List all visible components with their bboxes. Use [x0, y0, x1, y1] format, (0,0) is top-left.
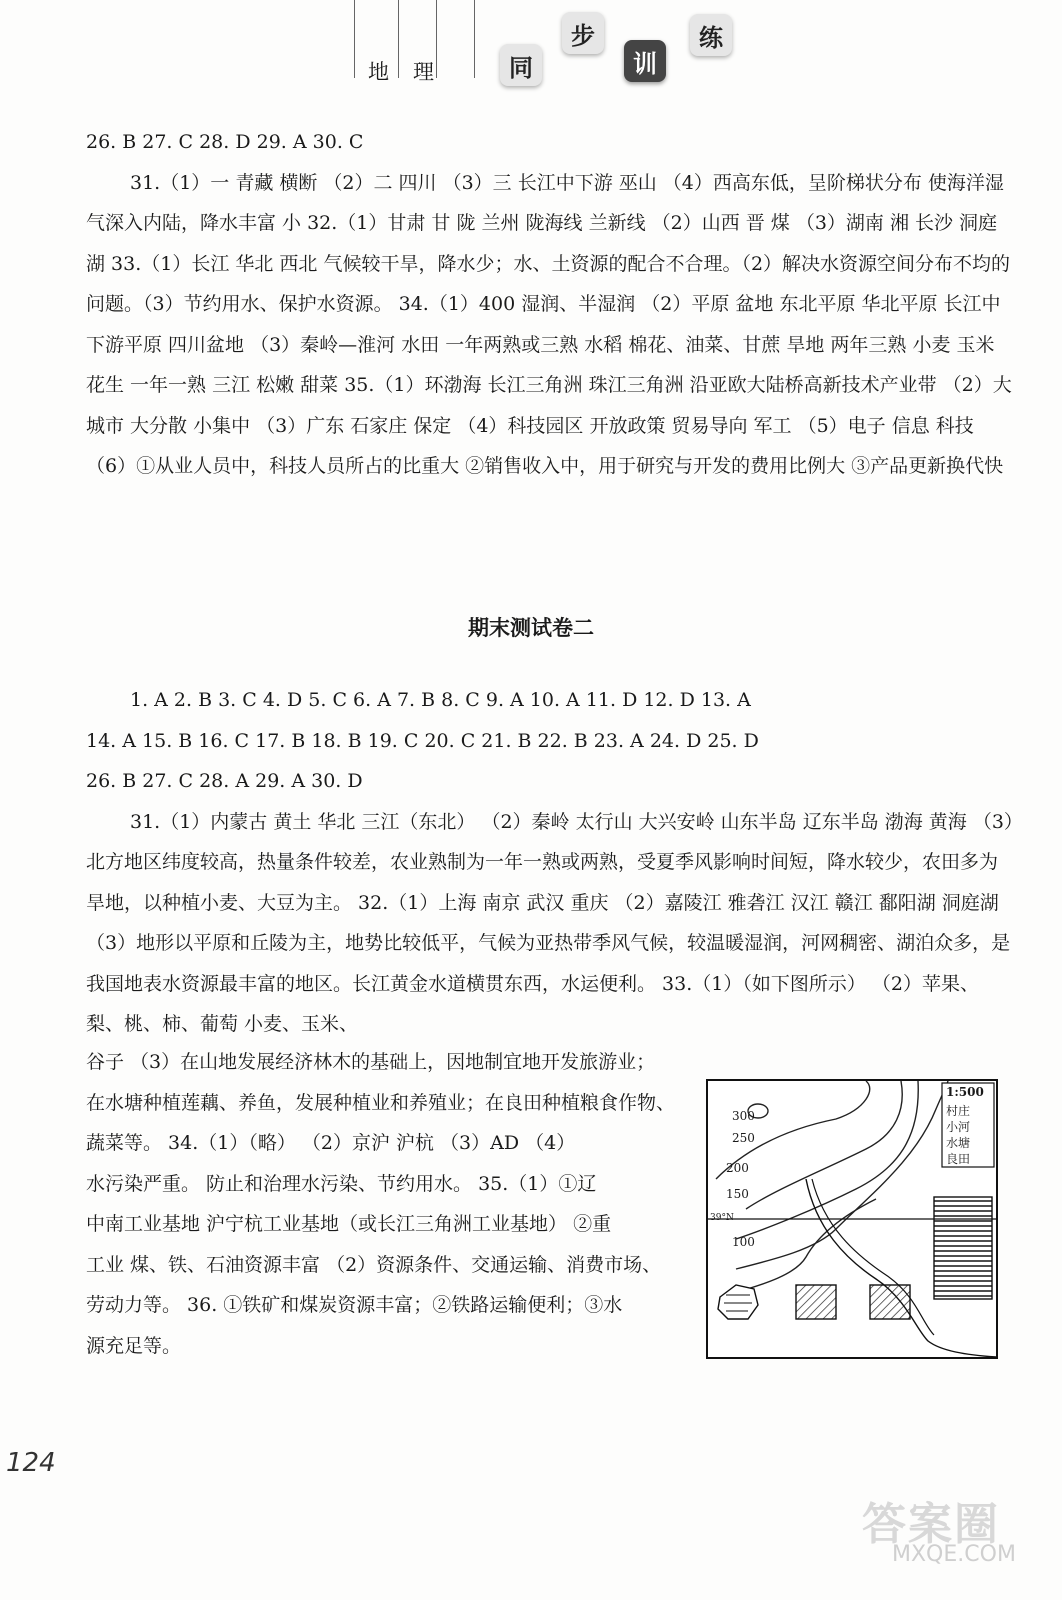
legend-item: 良田	[946, 1152, 971, 1166]
page-header	[340, 0, 760, 90]
contour-label: 300	[732, 1109, 755, 1123]
answers-section-1	[86, 122, 1016, 487]
legend-item: 村庄	[946, 1104, 971, 1118]
section-title: 期末测试卷二	[468, 616, 594, 640]
mc-answers: 26. B 27. C 28. D 29. A 30. C	[86, 131, 364, 153]
contour-label: 200	[726, 1161, 749, 1175]
series-tile: 训	[624, 40, 666, 82]
legend-item: 水塘	[946, 1136, 971, 1150]
contour-label: 150	[726, 1187, 749, 1201]
answer-line: 蔬菜等。 34.（1）（略） （2）京沪 沪杭 （3）AD （4）	[86, 1132, 576, 1154]
answer-line: 谷子 （3）在山地发展经济林木的基础上，因地制宜地开发旅游业；	[86, 1051, 656, 1073]
series-tile: 同	[500, 44, 542, 86]
latitude-label: 39°N	[710, 1213, 734, 1223]
answer-line: 工业 煤、铁、石油资源丰富 （2）资源条件、交通运输、消费市场、	[86, 1253, 662, 1276]
contour-label: 100	[732, 1235, 755, 1249]
answer-line: 中南工业基地 沪宁杭工业基地（或长江三角洲工业基地） ②重	[86, 1213, 612, 1235]
answer-line: 劳动力等。 36. ①铁矿和煤炭资源丰富；②铁路运输便利；③水	[86, 1294, 623, 1316]
map-scale: 1:500	[946, 1085, 984, 1099]
contour-label: 250	[732, 1131, 755, 1145]
header-rule	[354, 0, 355, 78]
map-legend	[946, 1103, 970, 1167]
answer-paragraph: 31.（1）内蒙古 黄土 华北 三江（东北） （2）秦岭 太行山 大兴安岭 山东半岛 辽东半岛 渤海 黄海 （3）北方地区纬度较高，热量条件较差，农业熟制为一年一熟或两熟，受夏季风影响时间短，降水较少，农田多为旱地，以种植小麦、大豆为主。 32.（1）上海 南京 武汉 重庆 （2）嘉陵江 雅砻江 汉江 赣江 鄱阳湖 洞庭湖 （3）地形以平原和丘陵为主，地势比较低平，气候为亚热带季风气候，较温暖湿润，河网稠密、湖泊众多，是我国地表水资源最丰富的地区。长江黄金水道横贯东西，水运便利。 33.（1）（如下图所示） （2）苹果、梨、桃、柿、葡萄 小麦、玉米、	[86, 810, 1014, 1035]
contour-map	[706, 1079, 998, 1359]
subject-label: 地理	[368, 60, 458, 84]
watermark: 答案圈	[862, 1499, 1000, 1550]
answer-paragraph: 31.（1）一 青藏 横断 （2）二 四川 （3）三 长江中下游 巫山 （4）西高东低，呈阶梯状分布 使海洋湿气深入内陆，降水丰富 小 32.（1）甘肃 甘 陇 兰州 陇海线 兰新线 （2）山西 晋 煤 （3）湖南 湘 长沙 洞庭湖 33.（1）长江 华北 西北 气候较干旱，降水少；水、土资源的配合不合理。（2）解决水资源空间分布不均的问题。（3）节约用水、保护水资源。 34.（1）400 湿润、半湿润 （2）平原 盆地 东北平原 华北平原 长江中下游平原 四川盆地 （3）秦岭—淮河 水田 一年两熟或三熟 水稻 棉花、油菜、甘蔗 旱地 两年三熟 小麦 玉米 花生 一年一熟 三江 松嫩 甜菜 35.（1）环渤海 长江三角洲 珠江三角洲 沿亚欧大陆桥高新技术产业带 （2）大城市 大分散 小集中 （3）广东 石家庄 保定 （4）科技园区 开放政策 贸易导向 军工 （5）电子 信息 科技 （6）①从业人员中，科技人员所占的比重大 ②销售收入中，用于研究与开发的费用比例大 ③产品更新换代快	[86, 171, 1012, 477]
answer-line: 源充足等。	[86, 1334, 182, 1357]
series-tile: 练	[690, 14, 732, 56]
header-rule	[474, 0, 475, 78]
mc-answers: 1. A 2. B 3. C 4. D 5. C 6. A 7. B 8. C 9. A 10. A 11. D 12. D 13. A	[130, 689, 751, 711]
watermark-url: MXQE.COM	[892, 1542, 1016, 1567]
farmland	[934, 1197, 992, 1299]
answer-line: 水污染严重。 防止和治理水污染、节约用水。 35.（1）①辽	[86, 1172, 597, 1195]
answer-paragraph-wrapped	[86, 1042, 686, 1366]
series-tile: 步	[562, 12, 604, 54]
mc-answers: 26. B 27. C 28. A 29. A 30. D	[86, 770, 363, 792]
legend-item: 小河	[946, 1120, 971, 1134]
village	[796, 1285, 836, 1319]
page-number: 124	[6, 1448, 56, 1478]
village	[870, 1285, 910, 1319]
answer-line: 在水塘种植莲藕、养鱼，发展种植业和养殖业；在良田种植粮食作物、	[86, 1091, 676, 1114]
answers-section-2	[86, 680, 1016, 1045]
mc-answers: 14. A 15. B 16. C 17. B 18. B 19. C 20. C 21. B 22. B 23. A 24. D 25. D	[86, 729, 759, 752]
